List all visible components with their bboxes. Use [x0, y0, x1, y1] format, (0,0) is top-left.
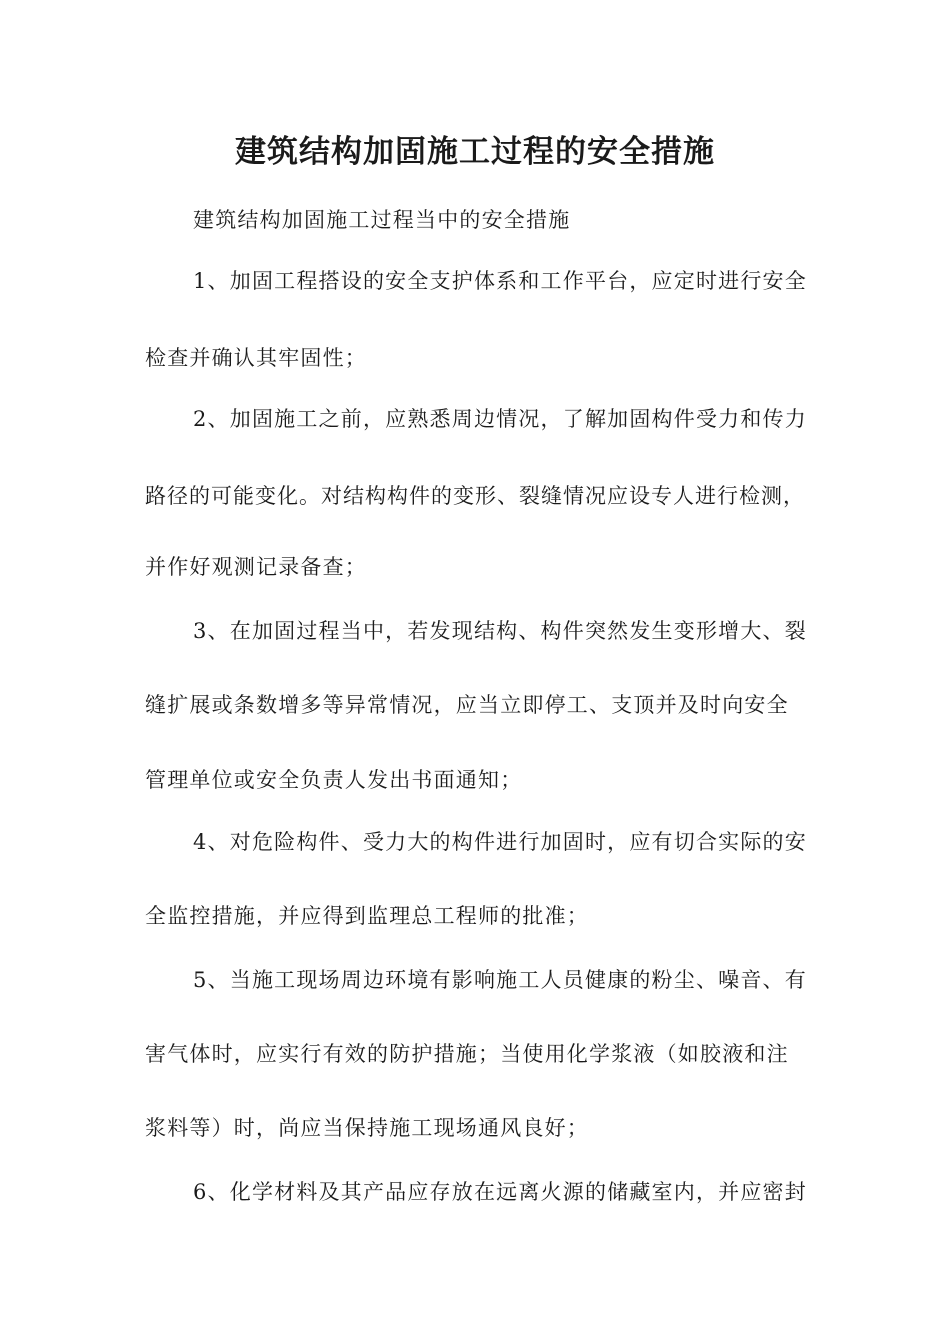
paragraph-line: 4、对危险构件、受力大的构件进行加固时，应有切合实际的安: [193, 830, 807, 854]
document-subtitle: 建筑结构加固施工过程当中的安全措施: [193, 208, 571, 232]
document-title: 建筑结构加固施工过程的安全措施: [235, 134, 715, 170]
paragraph-line: 1、加固工程搭设的安全支护体系和工作平台，应定时进行安全: [193, 269, 807, 293]
paragraph-line: 2、加固施工之前，应熟悉周边情况，了解加固构件受力和传力: [193, 407, 807, 431]
paragraph-line: 全监控措施，并应得到监理总工程师的批准；: [145, 904, 589, 928]
paragraph-line: 检查并确认其牢固性；: [145, 346, 367, 370]
paragraph-line: 害气体时，应实行有效的防护措施；当使用化学浆液（如胶液和注: [145, 1042, 789, 1066]
paragraph-line: 5、当施工现场周边环境有影响施工人员健康的粉尘、噪音、有: [193, 968, 807, 992]
paragraph-line: 路径的可能变化。对结构构件的变形、裂缝情况应设专人进行检测，: [145, 484, 805, 508]
paragraph-line: 并作好观测记录备查；: [145, 555, 367, 579]
paragraph-line: 6、化学材料及其产品应存放在远离火源的储藏室内，并应密封: [193, 1180, 807, 1204]
paragraph-line: 缝扩展或条数增多等异常情况，应当立即停工、支顶并及时向安全: [145, 693, 789, 717]
paragraph-line: 管理单位或安全负责人发出书面通知；: [145, 768, 523, 792]
paragraph-line: 浆料等）时，尚应当保持施工现场通风良好；: [145, 1116, 589, 1140]
paragraph-line: 3、在加固过程当中，若发现结构、构件突然发生变形增大、裂: [193, 619, 807, 643]
